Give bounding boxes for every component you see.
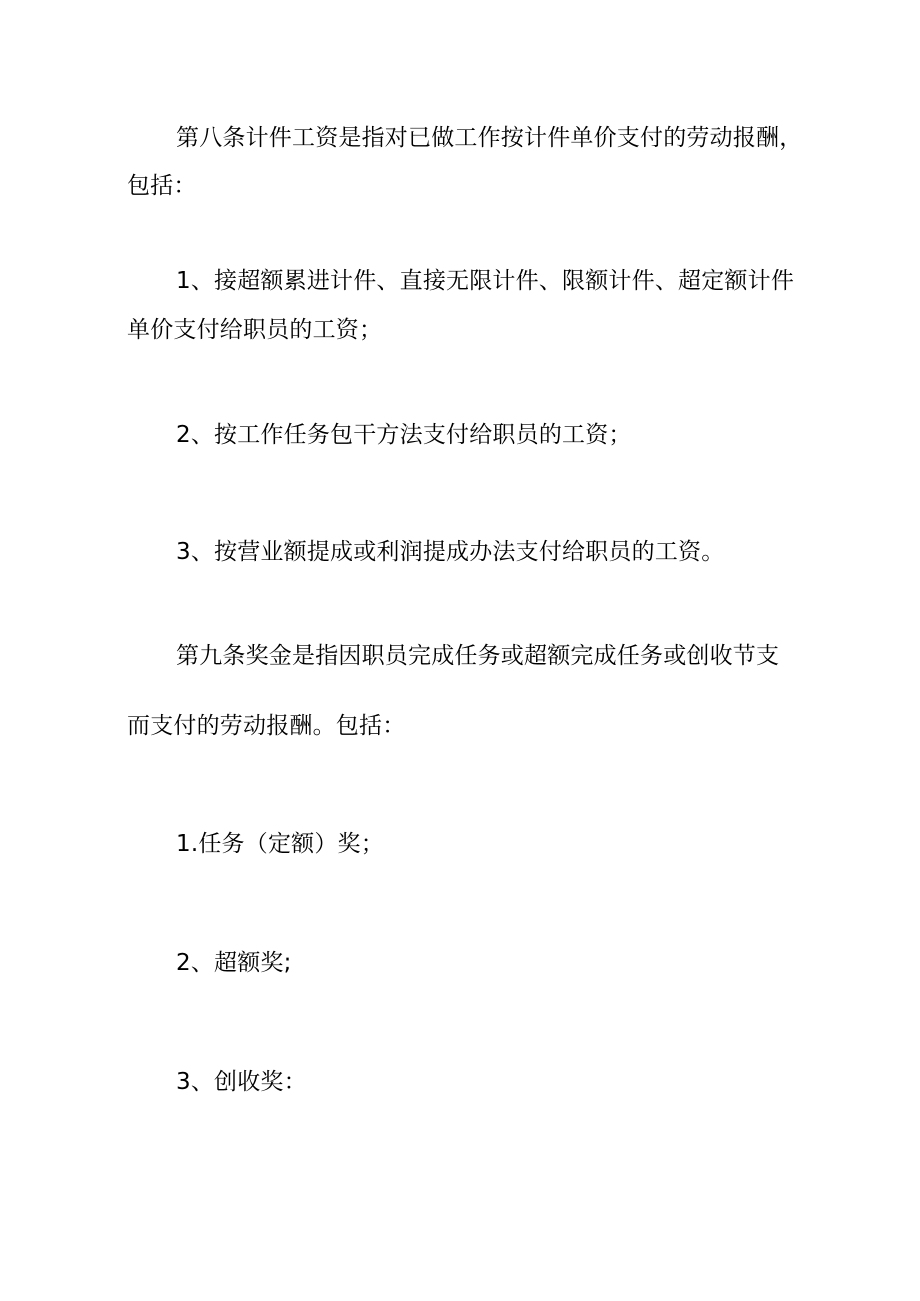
article-9-line-1: 第九条奖金是指因职员完成任务或超额完成任务或创收节支 <box>176 643 780 669</box>
article-9-item-2: 2、超额奖; <box>176 950 292 976</box>
article-8-item-2: 2、按工作任务包干方法支付给职员的工资； <box>176 422 632 448</box>
article-8-item-1-line-2: 单价支付给职员的工资； <box>127 317 383 343</box>
article-8-line-2: 包括： <box>127 173 197 199</box>
article-9-item-3: 3、创收奖： <box>176 1069 307 1095</box>
article-9-line-2: 而支付的劳动报酬。包括： <box>127 713 406 739</box>
article-9-item-1: 1.任务（定额）奖； <box>176 831 384 857</box>
article-8-item-1-line-1: 1、接超额累进计件、直接无限计件、限额计件、超定额计件 <box>176 268 795 294</box>
article-8-line-1: 第八条计件工资是指对已做工作按计件单价支付的劳动报酬， <box>176 125 803 151</box>
article-8-item-3: 3、按营业额提成或利润提成办法支付给职员的工资。 <box>176 539 725 565</box>
